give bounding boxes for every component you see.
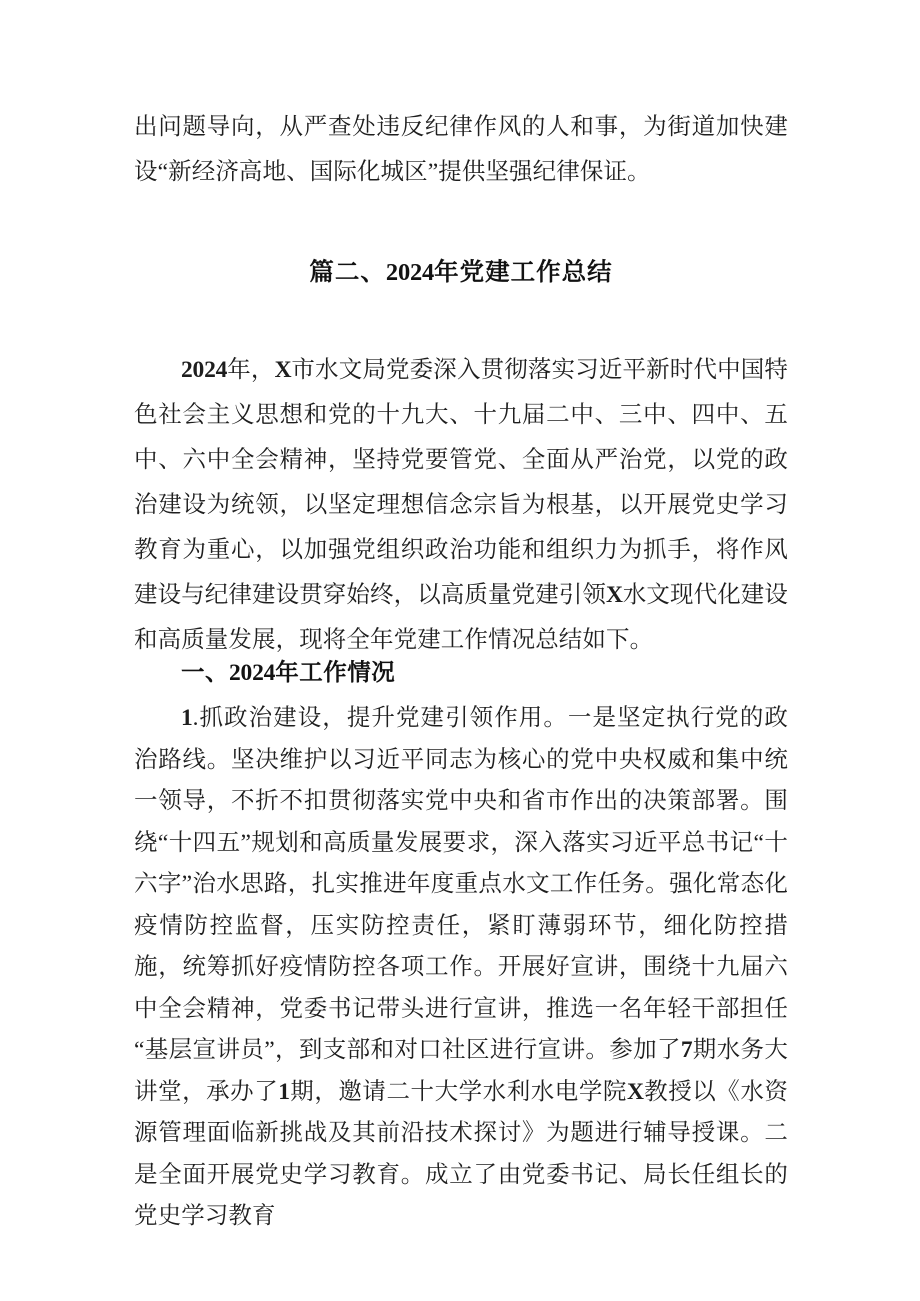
latin-run: 2024	[229, 660, 276, 686]
body-paragraph: 1.抓政治建设，提升党建引领作用。一是坚定执行党的政治路线。坚决维护以习近平同志为核心的党中央权威和集中统一领导，不折不扣贯彻落实党中央和省市作出的决策部署。围绕“十四五”规划和高质量发展要求，深入落实习近平总书记“十六字”治水思路，扎实推进年度重点水文工作任务。强化常态化疫情防控监督，压实防控责任，紧盯薄弱环节，细化防控措施，统筹抓好疫情防控各项工作。开展好宣讲，围绕十九届六中全会精神，党委书记带头进行宣讲，推选一名年轻干部担任“基层宣讲员”，到支部和对口社区进行宣讲。参加了7期水务大讲堂，承办了1期，邀请二十大学水利水电学院X教授以《水资源管理面临新挑战及其前沿技术探讨》为题进行辅导授课。二是全面开展党史学习教育。成立了由党委书记、局长任组长的党史学习教育	[134, 705, 788, 1229]
body-paragraph-block	[134, 698, 788, 1238]
section-heading-block	[134, 253, 788, 288]
latin-run: 7	[680, 1037, 693, 1063]
intro-paragraph-block	[134, 348, 788, 663]
section-heading: 篇二、2024年党建工作总结	[309, 259, 613, 286]
latin-run: X	[606, 582, 623, 608]
sub-heading-block	[134, 653, 788, 687]
continued-paragraph-block	[134, 105, 788, 195]
latin-run: X	[626, 1078, 644, 1105]
latin-run: 2024	[385, 259, 435, 286]
latin-run: X	[274, 357, 292, 383]
latin-run: 1	[181, 705, 193, 731]
continued-paragraph: 出问题导向，从严查处违反纪律作风的人和事，为街道加快建设“新经济高地、国际化城区”提供坚强纪律保证。	[134, 114, 788, 185]
latin-run: 1	[278, 1078, 290, 1105]
sub-heading: 一、2024年工作情况	[181, 660, 396, 686]
latin-run: 2024	[181, 357, 228, 383]
intro-paragraph: 2024年，X市水文局党委深入贯彻落实习近平新时代中国特色社会主义思想和党的十九大、十九届二中、三中、四中、五中、六中全会精神，坚持党要管党、全面从严治党，以党的政治建设为统领，以坚定理想信念宗旨为根基，以开展党史学习教育为重心，以加强党组织政治功能和组织力为抓手，将作风建设与纪律建设贯穿始终，以高质量党建引领X水文现代化建设和高质量发展，现将全年党建工作情况总结如下。	[134, 357, 789, 653]
